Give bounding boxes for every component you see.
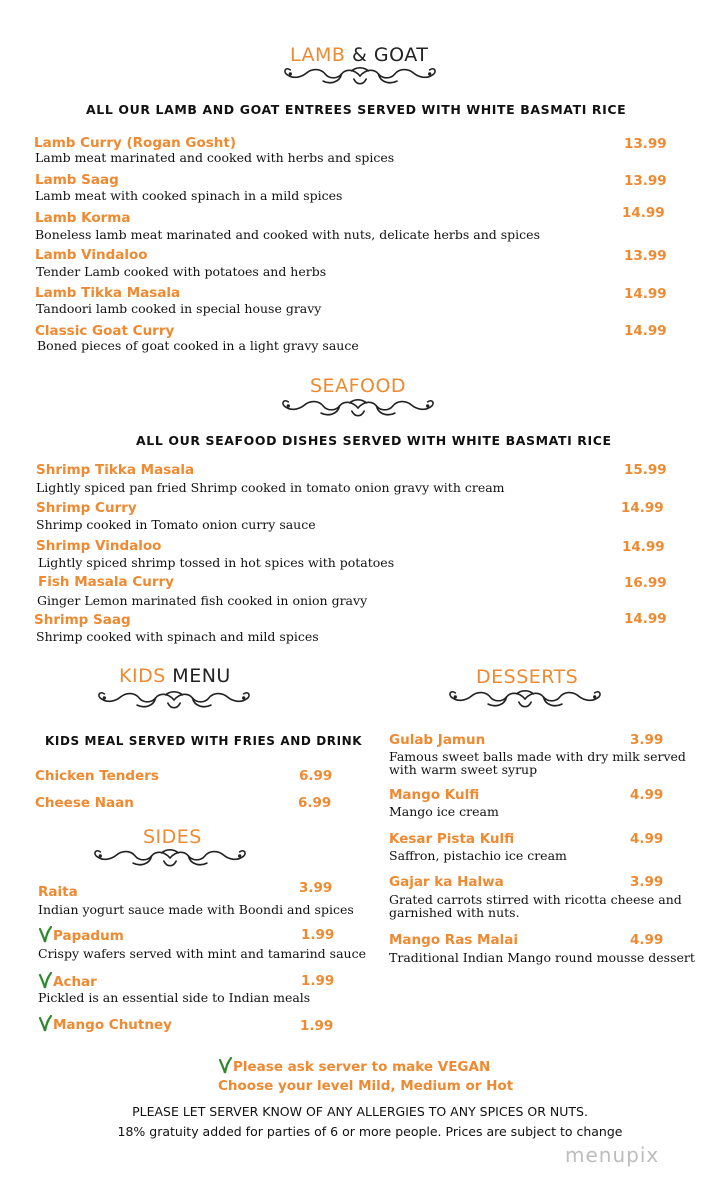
sides-flourish-ornament — [88, 846, 252, 870]
kids-section-note: KIDS MEAL SERVED WITH FRIES AND DRINK — [45, 734, 363, 748]
dessert-item-desc: Grated carrots stirred with ricotta cheese and — [389, 892, 682, 907]
lamb-item-price: 14.99 — [624, 323, 667, 339]
kids-item-name: Chicken Tenders — [35, 768, 159, 784]
sides-item-name: Papadum — [53, 928, 124, 944]
lamb-item-price: 14.99 — [624, 286, 667, 302]
vegan-leaf-icon — [38, 1015, 52, 1032]
lamb-title-word: LAMB — [290, 44, 346, 66]
dessert-item-price: 4.99 — [630, 831, 664, 847]
dessert-item-price: 3.99 — [630, 874, 664, 890]
dessert-item-name: Gajar ka Halwa — [389, 874, 504, 890]
sides-item-row — [38, 926, 124, 944]
seafood-item-name: Fish Masala Curry — [38, 574, 174, 590]
desserts-section-title: DESSERTS — [476, 666, 579, 688]
lamb-item-price: 14.99 — [622, 205, 665, 221]
lamb-section-title — [290, 44, 428, 66]
seafood-item-price: 14.99 — [622, 539, 665, 555]
sides-item-row — [38, 1015, 172, 1033]
lamb-section-note: ALL OUR LAMB AND GOAT ENTREES SERVED WITH WHITE BASMATI RICE — [86, 102, 627, 117]
dessert-item-desc: with warm sweet syrup — [389, 762, 538, 777]
sides-item-price: 1.99 — [300, 1018, 334, 1034]
dessert-item-name: Kesar Pista Kulfi — [389, 831, 515, 847]
lamb-item-name: Lamb Saag — [35, 172, 119, 188]
seafood-section-title: SEAFOOD — [310, 375, 407, 397]
sides-item-desc: Pickled is an essential side to Indian meals — [38, 990, 311, 1005]
vegan-note — [218, 1057, 490, 1075]
gratuity-note: 18% gratuity added for parties of 6 or more people. Prices are subject to change — [117, 1124, 623, 1139]
spice-level-note: Choose your level Mild, Medium or Hot — [218, 1078, 514, 1094]
kids-section-title — [119, 665, 231, 687]
seafood-item-name: Shrimp Curry — [36, 500, 137, 516]
seafood-item-price: 14.99 — [621, 500, 664, 516]
sides-item-desc: Indian yogurt sauce made with Boondi and spices — [38, 902, 354, 917]
dessert-item-name: Mango Kulfi — [389, 787, 480, 803]
seafood-item-desc: Lightly spiced shrimp tossed in hot spices with potatoes — [38, 555, 395, 570]
dessert-item-price: 4.99 — [630, 932, 664, 948]
watermark-logo: menupix — [565, 1143, 660, 1167]
dessert-item-name: Gulab Jamun — [389, 732, 486, 748]
lamb-item-desc: Tender Lamb cooked with potatoes and herbs — [36, 264, 327, 279]
goat-title-word: GOAT — [373, 44, 429, 66]
seafood-item-name: Shrimp Vindaloo — [36, 538, 162, 554]
kids-flourish-ornament — [92, 688, 256, 712]
seafood-section-note: ALL OUR SEAFOOD DISHES SERVED WITH WHITE BASMATI RICE — [136, 433, 612, 448]
vegan-leaf-icon — [38, 972, 52, 989]
lamb-item-name: Lamb Vindaloo — [35, 247, 148, 263]
kids-item-name: Cheese Naan — [35, 795, 134, 811]
sides-item-name: Mango Chutney — [53, 1017, 172, 1033]
lamb-item-desc: Lamb meat marinated and cooked with herbs and spices — [35, 150, 395, 165]
seafood-item-price: 14.99 — [624, 611, 667, 627]
seafood-item-desc: Ginger Lemon marinated fish cooked in onion gravy — [37, 593, 368, 608]
desserts-flourish-ornament — [443, 687, 607, 711]
dessert-item-price: 4.99 — [630, 787, 664, 803]
sides-item-row — [38, 972, 97, 990]
seafood-item-name: Shrimp Tikka Masala — [36, 462, 195, 478]
dessert-item-desc: Mango ice cream — [389, 804, 499, 819]
vegan-note-text: Please ask server to make VEGAN — [233, 1059, 491, 1075]
seafood-flourish-ornament — [276, 396, 440, 420]
seafood-item-desc: Shrimp cooked in Tomato onion curry sauce — [36, 517, 316, 532]
lamb-item-desc: Boned pieces of goat cooked in a light gravy sauce — [37, 338, 359, 353]
dessert-item-desc: Famous sweet balls made with dry milk served — [389, 749, 686, 764]
lamb-item-price: 13.99 — [624, 136, 667, 152]
kids-item-price: 6.99 — [299, 768, 333, 784]
seafood-item-name: Shrimp Saag — [34, 612, 131, 628]
dessert-item-price: 3.99 — [630, 732, 664, 748]
sides-item-name: Achar — [53, 974, 97, 990]
lamb-item-name: Lamb Korma — [35, 210, 131, 226]
lamb-flourish-ornament — [278, 64, 442, 88]
seafood-item-price: 15.99 — [624, 462, 667, 478]
menu-title-word: MENU — [165, 665, 231, 687]
kids-title-word: KIDS — [119, 665, 166, 687]
dessert-item-desc: Saffron, pistachio ice cream — [389, 848, 567, 863]
sides-section-title: SIDES — [143, 826, 202, 848]
kids-item-price: 6.99 — [298, 795, 332, 811]
vegan-leaf-icon — [38, 926, 52, 943]
vegan-leaf-icon — [218, 1057, 232, 1074]
lamb-item-price: 13.99 — [624, 248, 667, 264]
sides-item-price: 1.99 — [301, 973, 335, 989]
lamb-item-name: Lamb Tikka Masala — [35, 285, 181, 301]
lamb-item-price: 13.99 — [624, 173, 667, 189]
dessert-item-name: Mango Ras Malai — [389, 932, 518, 948]
dessert-item-desc: garnished with nuts. — [389, 905, 520, 920]
lamb-item-desc: Tandoori lamb cooked in special house gravy — [36, 301, 322, 316]
dessert-item-desc: Traditional Indian Mango round mousse dessert — [389, 950, 695, 965]
sides-item-price: 1.99 — [301, 927, 335, 943]
allergy-note: PLEASE LET SERVER KNOW OF ANY ALLERGIES TO ANY SPICES OR NUTS. — [132, 1104, 588, 1119]
lamb-item-desc: Lamb meat with cooked spinach in a mild spices — [35, 188, 343, 203]
lamb-item-name: Lamb Curry (Rogan Gosht) — [34, 135, 237, 151]
seafood-item-desc: Shrimp cooked with spinach and mild spices — [36, 629, 319, 644]
sides-item-desc: Crispy wafers served with mint and tamarind sauce — [38, 946, 366, 961]
sides-item-name: Raita — [38, 884, 78, 900]
lamb-title-amp: & — [345, 44, 374, 66]
seafood-item-desc: Lightly spiced pan fried Shrimp cooked in tomato onion gravy with cream — [36, 480, 505, 495]
sides-item-price: 3.99 — [299, 880, 333, 896]
seafood-item-price: 16.99 — [624, 575, 667, 591]
lamb-item-desc: Boneless lamb meat marinated and cooked with nuts, delicate herbs and spices — [35, 227, 540, 242]
lamb-item-name: Classic Goat Curry — [35, 323, 175, 339]
